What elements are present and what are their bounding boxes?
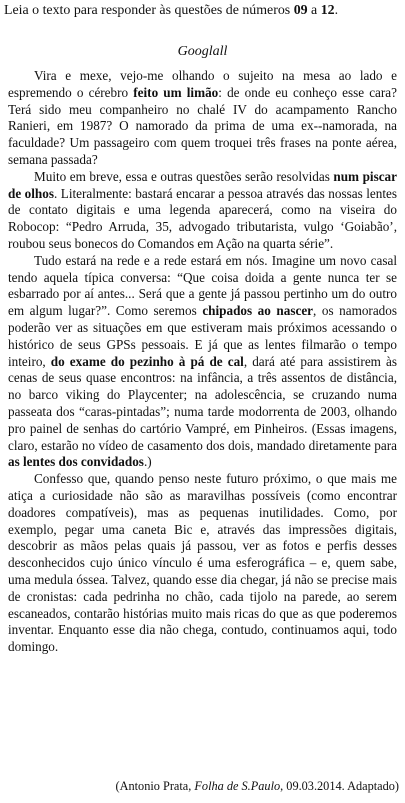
p3-text-e: .) [143,454,152,470]
article-title: Googlall [177,44,228,59]
citation-publication: Folha de S.Paulo [194,779,281,793]
p2-highlight-1: num piscar de olhos [8,168,397,201]
p3-text-a: Tudo estará na rede e a rede estará em nós. Imagine um novo casal tendo aquela típica conversa: “Que coisa doida a gente nunca ter se esbarrado por aí antes... Será que a gente já passou pertinho um do outro em algum lugar?”. Como seremos [8,252,397,319]
instructions-connector: a [307,3,321,18]
instructions-text: Leia o texto para responder às questões de números [4,3,294,18]
paragraph-1 [8,68,397,169]
p3-highlight-2: do exame do pezinho à pá de cal [50,353,244,369]
paragraph-3 [8,253,397,471]
paragraph-4 [8,471,397,656]
question-number-end: 12 [320,3,335,18]
p2-text-c: . Literalmente: bastará encarar a pessoa através das nossas lentes de contato digitais e uma legenda aparecerá, como na viseira do Robocop: “Pedro Arruda, 35, advogado tributarista, vulgo ‘Goiabão’, roubou seus bonecos do Comandos em Ação na quarta série”. [8,185,397,251]
citation-author: (Antonio Prata, [115,779,195,793]
question-number-start: 09 [293,3,308,18]
citation-date: , 09.03.2014. Adaptado) [280,779,399,793]
p1-text-c: : de onde eu conheço esse cara? Terá sido meu companheiro no chalé IV do acampamento Rancho Ranieri, em 1987? O namorado da prima de uma ex--namorada, na faculdade? Um passageiro com quem troquei três frases na ponte aérea, semana passada? [8,84,398,167]
p3-text-d: , dará até para assistirem às cenas de seus quase encontros: na infância, a três assentos de distância, no barco viking do Playcenter; na adolescência, se cruzando numa passeata dos “caras-pintadas”; numa tarde modorrenta de 2003, olhando pro painel de senhas do cartório Vampré, em Pinheiros. (Essas imagens, claro, estarão no vídeo de casamento dos dois, mandado diretamente para [8,353,397,453]
p1-text-a: Vira e mexe, vejo-me olhando o sujeito na mesa ao lado e espremendo o cérebro [8,68,397,100]
p3-text-c: , os namorados poderão ver as situações em que estiveram mais próximos acessando o histórico de seus GPSs pessoais. E já que as lentes filmarão o tempo inteiro, [8,303,397,369]
instructions [4,1,402,20]
article-body [8,68,397,656]
p4-text-a: Confesso que, quando penso neste futuro próximo, o que mais me atiça a curiosidade não são as maravilhas possíveis (como encontrar doadores compatíveis), mas as pequenas inutilidades. Como, por exemplo, pegar uma caneta Bic e, através das impressões digitais, descobrir as mãos pelas quais já passou, ver as fotos e perfis desses desconhecidos cujo único vínculo é uma esferográfica – e, quem sabe, uma medula óssea. Talvez, quando esse dia chegar, já não se precise mais de cronistas: cada pedrinha no chão, cada tijolo na parede, ao serem escaneados, contarão histórias muito mais ricas do que as que poderemos inventar. Enquanto esse dia não chega, contudo, continuamos aqui, todo domingo. [8,471,397,655]
p2-text-a: Muito em breve, essa e outras questões serão resolvidas [34,168,334,184]
p3-highlight-1: chipados ao nascer [202,303,314,319]
p1-highlight-1: feito um limão [133,84,219,100]
p3-highlight-3: as lentes dos convidados [8,454,144,470]
source-citation [116,778,400,794]
paragraph-2 [8,169,397,253]
instructions-period: . [334,3,339,18]
